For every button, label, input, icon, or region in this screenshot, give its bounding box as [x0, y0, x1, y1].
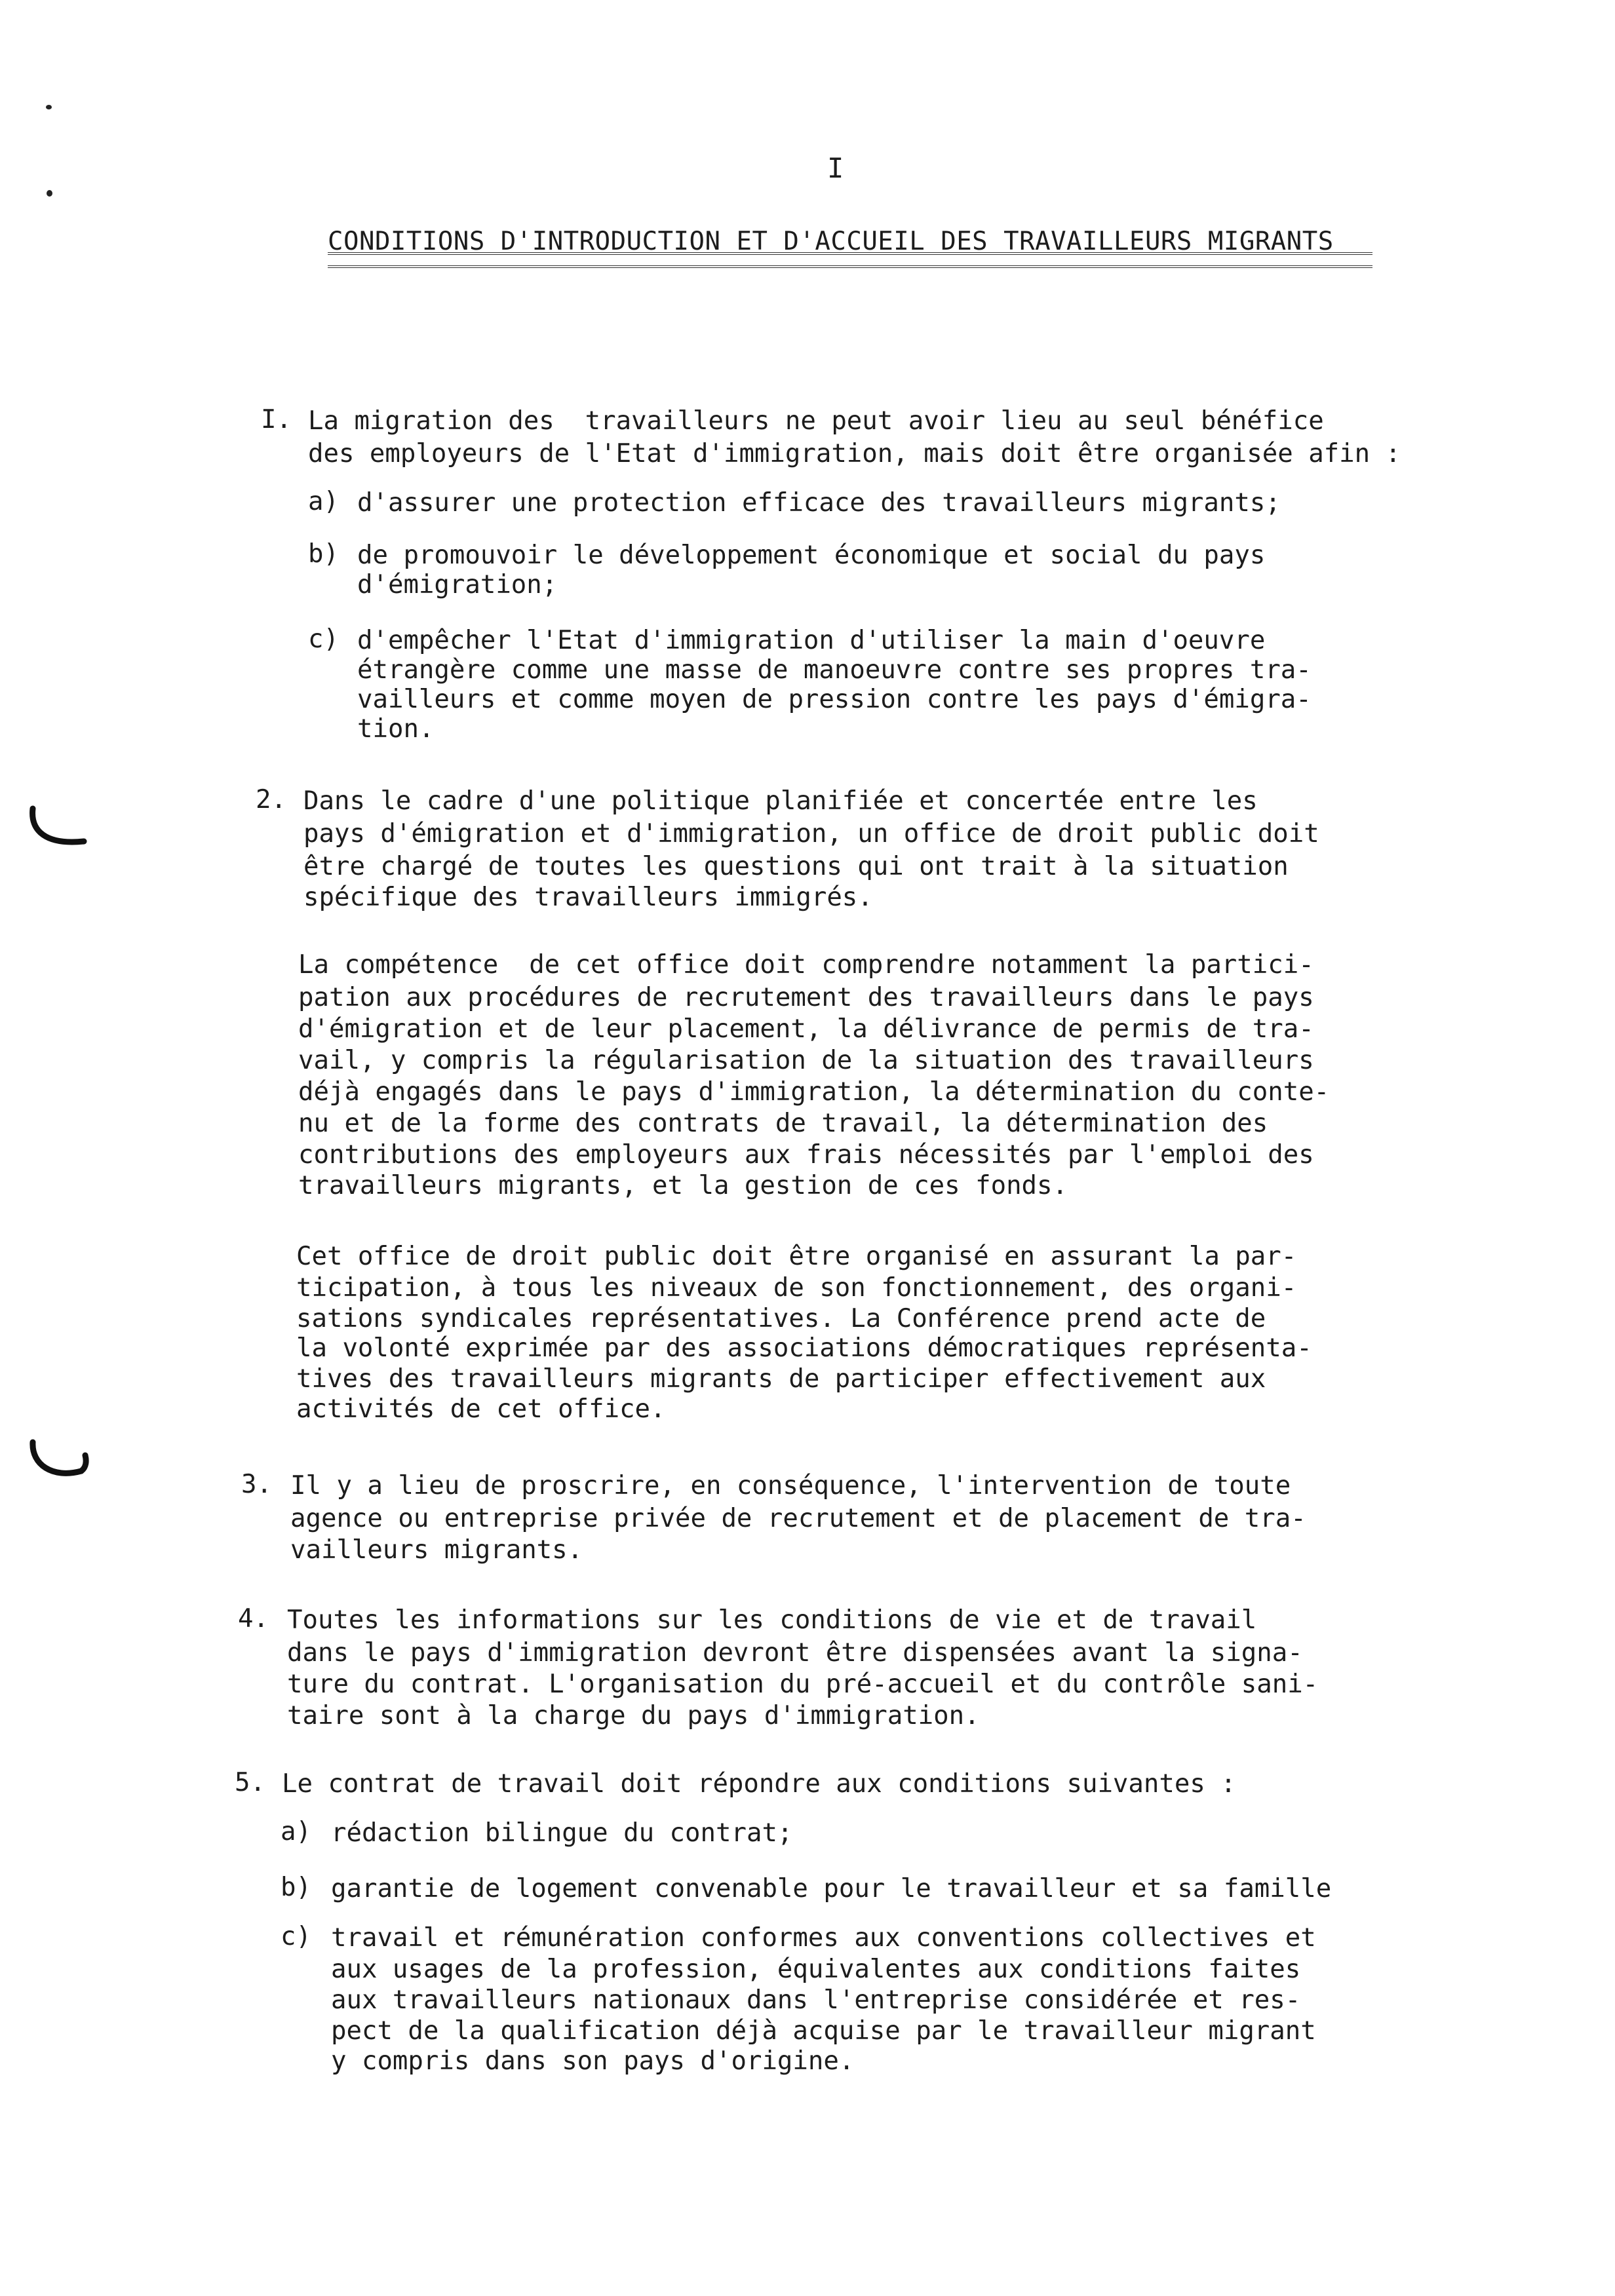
section-text-line: agence ou entreprise privée de recrutement et de placement de tra-: [290, 1504, 1306, 1533]
section-text-line: Dans le cadre d'une politique planifiée et concertée entre les: [303, 786, 1258, 816]
margin-speck: [46, 105, 52, 109]
item-text-line: rédaction bilingue du contrat;: [331, 1818, 793, 1848]
paragraph-line: travailleurs migrants, et la gestion de ces fonds.: [298, 1171, 1068, 1200]
section-number: 3.: [241, 1470, 272, 1499]
section-text-line: être chargé de toutes les questions qui ont trait à la situation: [303, 852, 1289, 881]
item-text-line: travail et rémunération conformes aux conventions collectives et: [331, 1923, 1316, 1953]
paragraph-line: Cet office de droit public doit être organisé en assurant la par-: [296, 1242, 1297, 1271]
paragraph-line: vail, y compris la régularisation de la situation des travailleurs: [298, 1046, 1314, 1075]
section-text-line: vailleurs migrants.: [290, 1535, 583, 1565]
paragraph-line: contributions des employeurs aux frais nécessités par l'emploi des: [298, 1140, 1314, 1170]
page-number: I: [827, 152, 844, 184]
item-text-line: d'assurer une protection efficace des travailleurs migrants;: [357, 488, 1281, 518]
paragraph-line: la volonté exprimée par des associations démocratiques représenta-: [296, 1333, 1312, 1363]
section-text-line: La migration des travailleurs ne peut avoir lieu au seul bénéfice: [308, 406, 1324, 436]
section-number: 4.: [238, 1604, 269, 1634]
paragraph-line: tives des travailleurs migrants de participer effectivement aux: [296, 1364, 1266, 1394]
section-text-line: Il y a lieu de proscrire, en conséquence, l'intervention de toute: [290, 1471, 1291, 1501]
section-text-line: Toutes les informations sur les conditions de vie et de travail: [287, 1605, 1257, 1635]
punch-hole-mark-lower: [26, 1438, 92, 1484]
section-text-line: des employeurs de l'Etat d'immigration, mais doit être organisée afin :: [308, 439, 1401, 469]
item-text-line: étrangère comme une masse de manoeuvre contre ses propres tra-: [357, 655, 1312, 685]
page-title: CONDITIONS D'INTRODUCTION ET D'ACCUEIL DES TRAVAILLEURS MIGRANTS: [328, 227, 1334, 256]
item-label: b): [308, 539, 339, 569]
margin-speck: [47, 190, 52, 197]
item-text-line: y compris dans son pays d'origine.: [331, 2046, 855, 2076]
item-text-line: de promouvoir le développement économique et social du pays: [357, 541, 1266, 570]
item-text-line: aux usages de la profession, équivalentes aux conditions faites: [331, 1955, 1301, 1984]
punch-hole-mark-upper: [26, 805, 92, 851]
item-label: c): [281, 1922, 311, 1951]
item-label: a): [281, 1817, 311, 1846]
paragraph-line: sations syndicales représentatives. La Conférence prend acte de: [296, 1304, 1266, 1333]
section-text-line: spécifique des travailleurs immigrés.: [303, 883, 873, 912]
section-text-line: dans le pays d'immigration devront être dispensées avant la signa-: [287, 1638, 1303, 1668]
section-text-line: pays d'émigration et d'immigration, un office de droit public doit: [303, 819, 1319, 849]
paragraph-line: déjà engagés dans le pays d'immigration, la détermination du conte-: [298, 1077, 1330, 1107]
item-label: b): [281, 1873, 311, 1902]
section-text-line: Le contrat de travail doit répondre aux conditions suivantes :: [282, 1769, 1236, 1799]
section-number: 2.: [256, 785, 286, 814]
section-number: I.: [261, 405, 292, 434]
paragraph-line: La compétence de cet office doit comprendre notamment la partici-: [298, 950, 1314, 980]
paragraph-line: activités de cet office.: [296, 1394, 666, 1424]
item-text-line: aux travailleurs nationaux dans l'entreprise considérée et res-: [331, 1985, 1301, 2015]
section-text-line: ture du contrat. L'organisation du pré-accueil et du contrôle sani-: [287, 1670, 1319, 1699]
paragraph-line: pation aux procédures de recrutement des travailleurs dans le pays: [298, 983, 1314, 1012]
title-underline: [328, 252, 1372, 268]
paragraph-line: ticipation, à tous les niveaux de son fonctionnement, des organi-: [296, 1273, 1297, 1303]
item-text-line: pect de la qualification déjà acquise par le travailleur migrant: [331, 2016, 1316, 2046]
item-label: c): [308, 624, 339, 654]
paragraph-line: nu et de la forme des contrats de travail, la détermination des: [298, 1109, 1268, 1138]
item-text-line: tion.: [357, 714, 435, 744]
item-text-line: d'empêcher l'Etat d'immigration d'utiliser la main d'oeuvre: [357, 626, 1266, 655]
section-text-line: taire sont à la charge du pays d'immigration.: [287, 1701, 980, 1731]
paragraph-line: d'émigration et de leur placement, la délivrance de permis de tra-: [298, 1014, 1314, 1044]
item-label: a): [308, 487, 339, 516]
item-text-line: d'émigration;: [357, 570, 558, 600]
item-text-line: vailleurs et comme moyen de pression contre les pays d'émigra-: [357, 685, 1312, 714]
section-number: 5.: [235, 1768, 265, 1797]
item-text-line: garantie de logement convenable pour le travailleur et sa famille: [331, 1874, 1332, 1904]
